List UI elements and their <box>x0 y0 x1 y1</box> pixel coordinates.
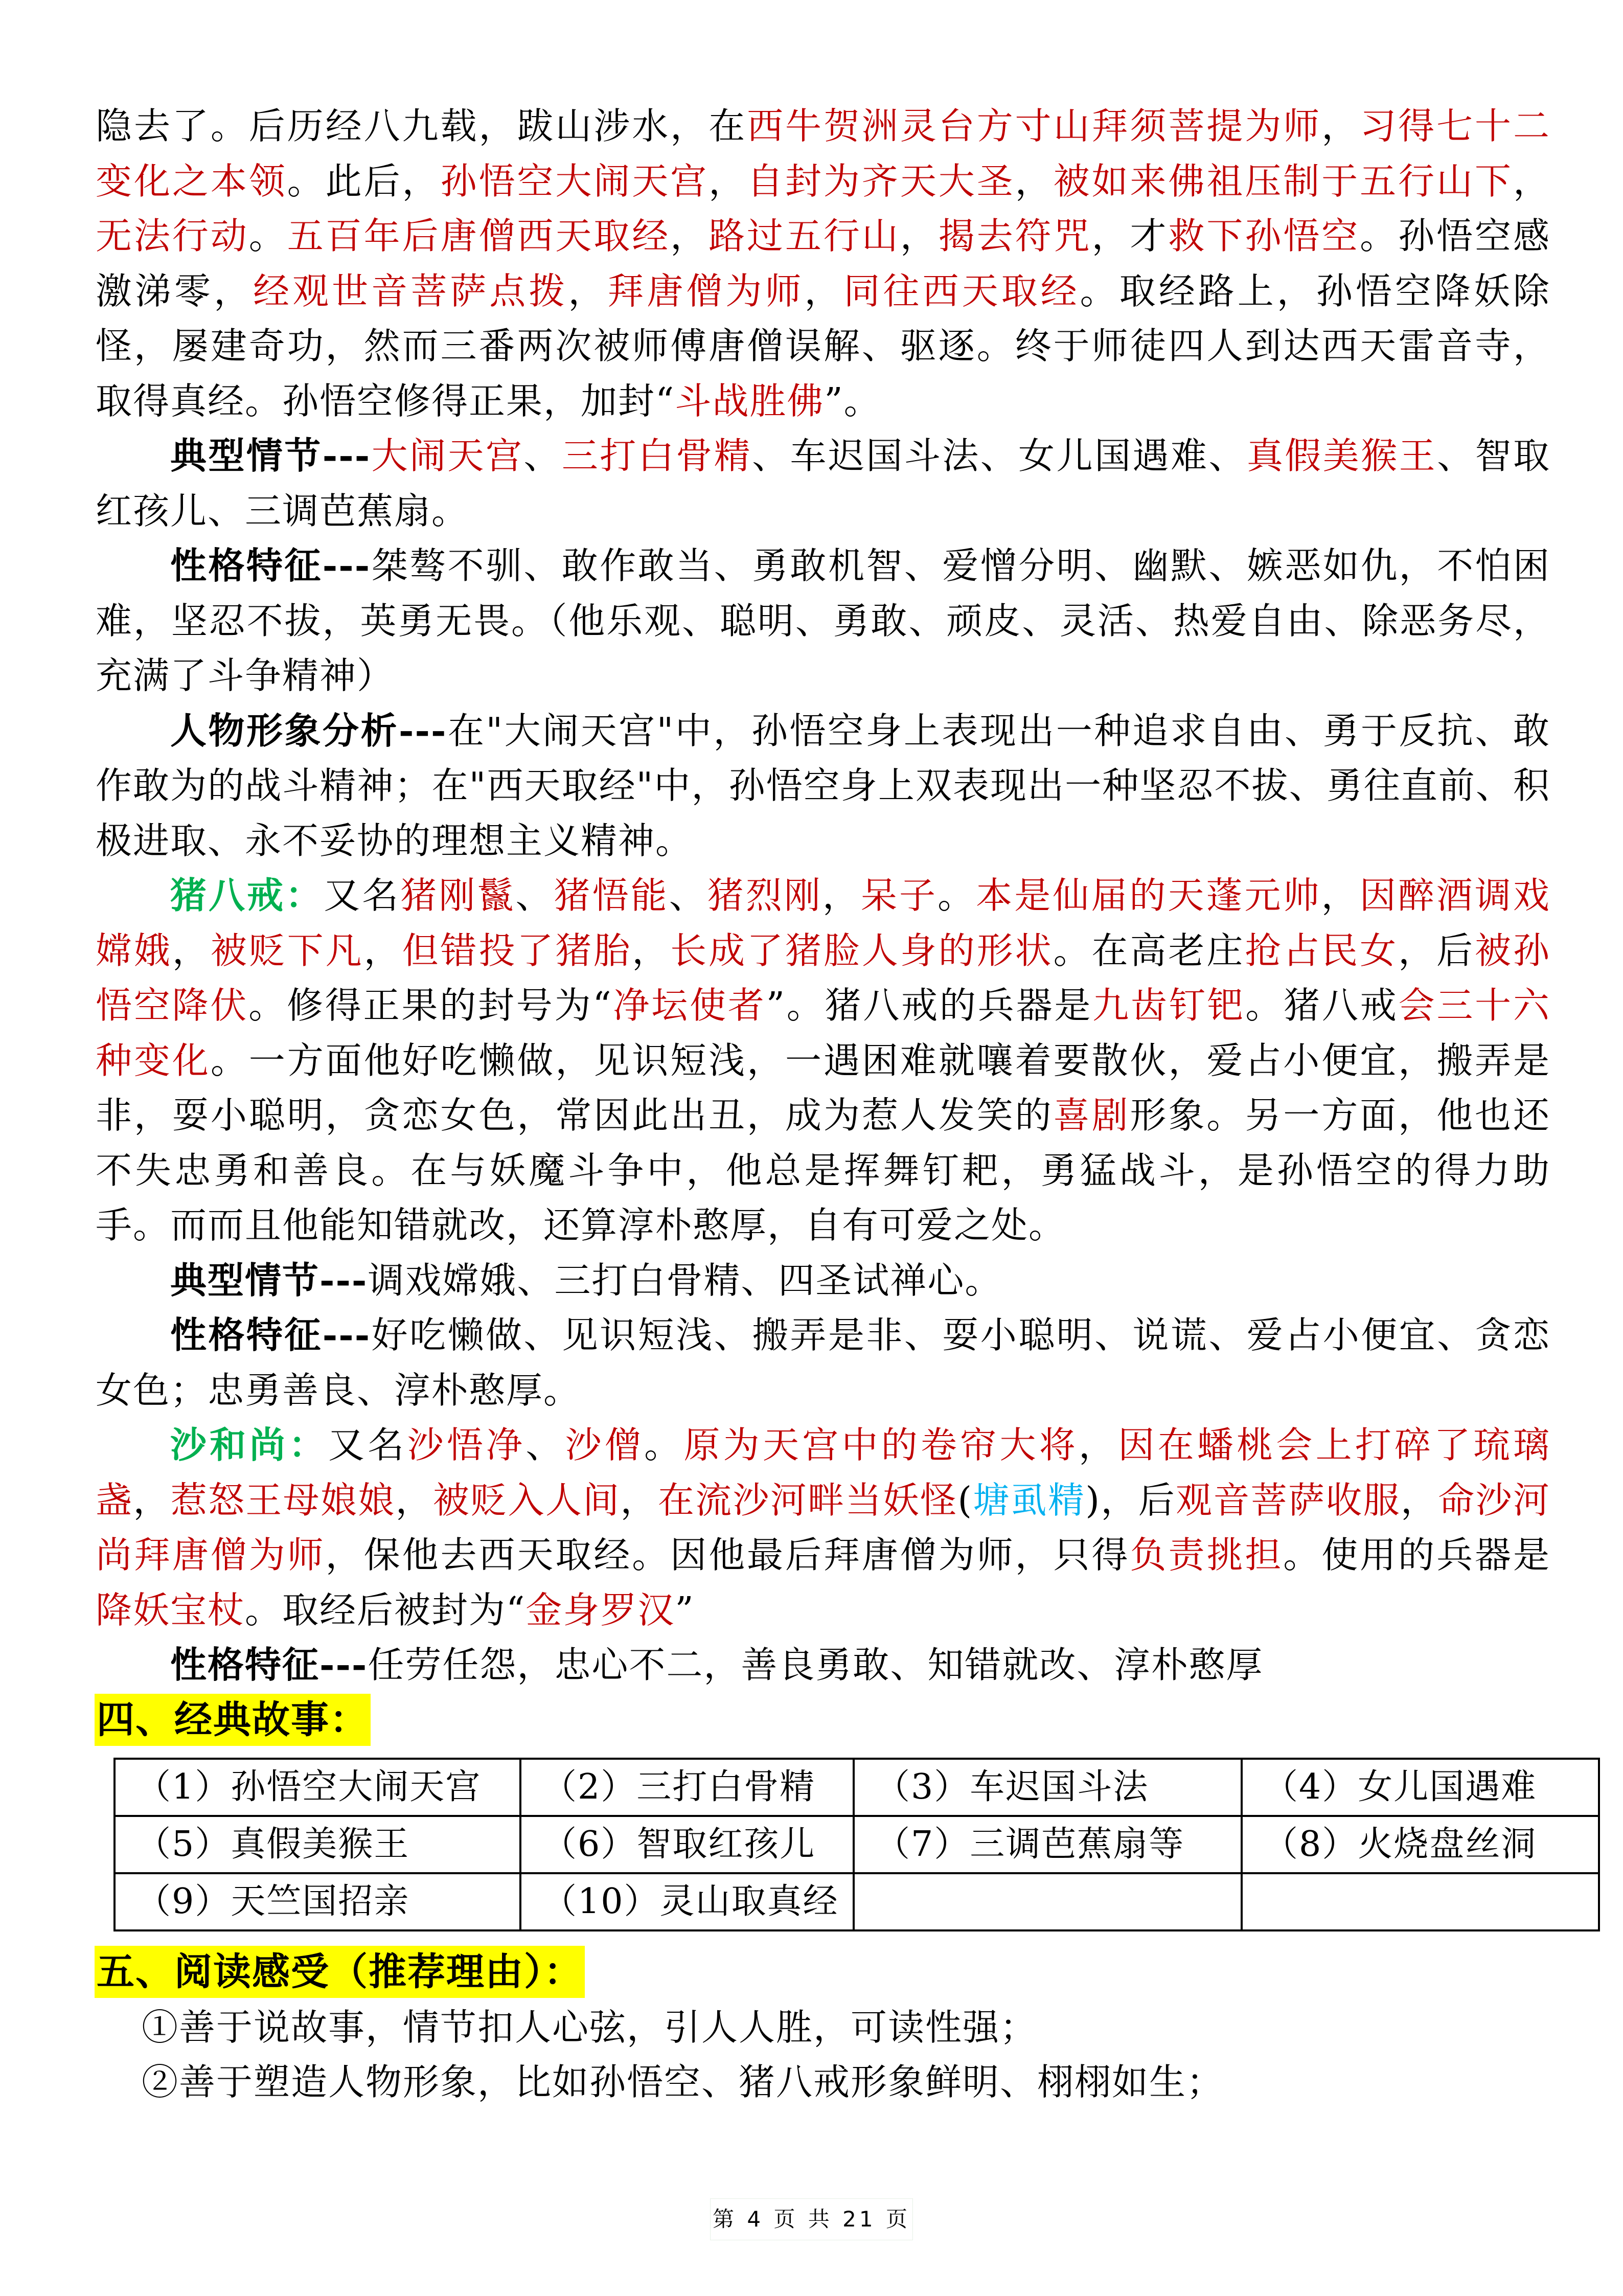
plots-label: 典型情节--- <box>170 1258 368 1302</box>
text-run: ， <box>620 1479 658 1521</box>
traits-text: 桀骜不驯、敢作敢当、勇敢机智、爱憎分明、幽默、嫉恶如仇，不怕困难，坚忍不拔，英勇无畏。（他乐观、聪明、勇敢、顽皮、灵活、热爱自由、除恶务尽，充满了斗争精神） <box>96 544 1550 697</box>
character-name-sha-heshang: 沙和尚： <box>170 1423 329 1466</box>
text-run: 。 <box>938 874 976 917</box>
key-point-highlight: 猪烈刚 <box>707 874 822 917</box>
section-4-heading-row <box>96 1693 1550 1748</box>
text-run: ， <box>708 160 747 202</box>
story-cell: （4）女儿国遇难 <box>1242 1759 1599 1816</box>
text-run: 。 <box>644 1424 684 1466</box>
story-cell: （1）孙悟空大闹天宫 <box>115 1759 520 1816</box>
sun-wukong-bio <box>96 99 1550 428</box>
traits-label: 性格特征--- <box>170 1643 368 1686</box>
key-point-highlight: 但错投了猪胎 <box>402 929 632 972</box>
key-point-highlight: 被如来佛祖压制于五行山下 <box>1053 160 1513 202</box>
text-run: 、 <box>523 435 562 477</box>
key-point-highlight: 同往西天取经 <box>843 269 1080 312</box>
key-point-highlight: 五百年后唐僧西天取经 <box>287 215 671 257</box>
story-cell: （3）车迟国斗法 <box>854 1759 1242 1816</box>
document-page <box>96 99 1550 2110</box>
text-run: 。取经路上，孙悟空降妖除怪，屡建奇功，然而三番两次被师傅唐僧误解、驱逐。终于师徒四人到达西天雷音寺，取得真经。孙悟空修得正果，加封“ <box>96 269 1550 422</box>
story-cell: （6）智取红孩儿 <box>520 1816 854 1873</box>
text-run: 。使用的兵器是 <box>1283 1534 1550 1576</box>
text-run: 。猪八戒 <box>1245 984 1399 1027</box>
key-point-highlight: 真假美猴王 <box>1246 435 1437 477</box>
key-point-highlight: 被孙悟空降伏 <box>96 929 1550 1027</box>
zhu-bajie-plots <box>96 1253 1550 1308</box>
text-run: ， <box>900 215 939 257</box>
zhu-bajie-traits <box>96 1308 1550 1418</box>
text-run: ， <box>632 929 671 972</box>
section-5-heading-row <box>96 1945 1550 2000</box>
key-point-highlight: 西牛贺洲灵台方寸山拜须菩提为师 <box>747 105 1322 147</box>
classic-stories-table <box>113 1758 1600 1931</box>
story-cell: （10）灵山取真经 <box>520 1873 854 1930</box>
text-run: 又名 <box>324 874 401 917</box>
text-run: ， <box>804 269 844 312</box>
text-run: 、智取红孩儿、三调芭蕉扇。 <box>96 435 1550 532</box>
text-run: 、车迟国斗法、女儿国遇难、 <box>752 435 1247 477</box>
text-run: ” <box>675 1588 695 1631</box>
key-point-highlight: 观音菩萨收服 <box>1176 1479 1401 1521</box>
key-point-highlight: 猪刚鬣 <box>400 874 516 917</box>
text-run: ， <box>568 269 608 312</box>
key-point-highlight: 本是仙届的天蓬元帅 <box>976 874 1321 917</box>
sha-heshang-bio <box>96 1418 1550 1638</box>
table-row <box>115 1759 1599 1816</box>
text-run: ， <box>1079 1424 1118 1466</box>
text-run: ， <box>1015 160 1054 202</box>
key-point-highlight: 猪悟能 <box>554 874 669 917</box>
text-run: ”。 <box>824 379 881 422</box>
text-run: 隐去了。后历经八九载，跋山涉水，在 <box>96 105 747 147</box>
text-run: )，后 <box>1085 1479 1176 1521</box>
traits-text: 好吃懒做、见识短浅、搬弄是非、耍小聪明、说谎、爱占小便宜、贪恋女色；忠勇善良、淳朴憨厚。 <box>96 1314 1550 1412</box>
text-run: ， <box>363 929 402 972</box>
traits-label: 性格特征--- <box>170 1313 371 1356</box>
sun-wukong-analysis <box>96 703 1550 869</box>
key-point-highlight: 负责挑担 <box>1130 1534 1284 1576</box>
story-cell: （5）真假美猴王 <box>115 1816 520 1873</box>
sun-wukong-traits <box>96 538 1550 703</box>
key-point-highlight: 救下孙悟空 <box>1168 215 1360 257</box>
key-point-highlight: 降妖宝杖 <box>96 1588 245 1631</box>
key-point-highlight: 路过五行山 <box>708 215 900 257</box>
section-4-heading: 四、经典故事： <box>95 1694 371 1746</box>
text-run: 。取经后被封为“ <box>245 1588 526 1631</box>
text-run: 、 <box>525 1424 565 1466</box>
text-run: 。在高老庄 <box>1053 929 1245 972</box>
text-run: 又名 <box>328 1424 407 1466</box>
key-point-highlight: 斗战胜佛 <box>675 379 825 422</box>
key-point-highlight: 三打白骨精 <box>561 435 752 477</box>
character-name-zhu-bajie: 猪八戒： <box>170 874 324 917</box>
story-cell: （7）三调芭蕉扇等 <box>854 1816 1242 1873</box>
analysis-label: 人物形象分析--- <box>170 709 447 752</box>
key-point-highlight: 沙僧 <box>565 1424 645 1466</box>
text-run: 。孙悟空感激涕零， <box>96 215 1550 312</box>
sun-wukong-plots <box>96 428 1550 538</box>
text-run: 、 <box>669 874 707 917</box>
key-point-highlight: 惹怒王母娘娘 <box>170 1479 396 1521</box>
story-cell: （8）火烧盘丝洞 <box>1242 1816 1599 1873</box>
key-point-highlight: 会三十六种变化 <box>96 984 1550 1082</box>
text-run: ，才 <box>1091 215 1169 257</box>
key-point-highlight: 大闹天宫 <box>371 435 524 477</box>
key-point-highlight: 因在蟠桃会上打碎了琉璃盏 <box>96 1424 1550 1521</box>
key-point-highlight: 被贬下凡 <box>210 929 364 972</box>
section-5-heading: 五、阅读感受（推荐理由）： <box>95 1946 585 1998</box>
table-row <box>115 1873 1599 1930</box>
key-point-highlight: 经观世音菩萨点拨 <box>253 269 568 312</box>
key-point-highlight: 在流沙河畔当妖怪 <box>657 1479 958 1521</box>
text-run: 、 <box>515 874 554 917</box>
text-run: ， <box>133 1479 171 1521</box>
text-run: 形象。另一方面，他也还不失忠勇和善良。在与妖魔斗争中，他总是挥舞钉耙，勇猛战斗，是孙悟空的得力助手。而而且他能知错就改，还算淳朴憨厚，自有可爱之处。 <box>96 1094 1550 1246</box>
text-run: ， <box>1400 1479 1438 1521</box>
text-run: 。修得正果的封号为“ <box>248 984 612 1027</box>
text-run: ，后 <box>1398 929 1475 972</box>
plots-label: 典型情节--- <box>170 434 371 477</box>
reason-1: ①善于说故事，情节扣人心弦，引人人胜，可读性强； <box>142 2006 1038 2049</box>
text-run: ，保他去西天取经。因他最后拜唐僧为师，只得 <box>325 1534 1130 1576</box>
text-run: ( <box>957 1479 973 1521</box>
text-run: ， <box>1321 874 1360 917</box>
text-run: ， <box>670 215 709 257</box>
page-indicator: 第 4 页 共 21 页 <box>710 2198 913 2240</box>
key-point-highlight: 长成了猪脸人身的形状 <box>670 929 1054 972</box>
reason-2: ②善于塑造人物形象，比如孙悟空、猪八戒形象鲜明、栩栩如生； <box>142 2061 1224 2103</box>
page-footer <box>0 2198 1623 2240</box>
key-point-highlight: 无法行动 <box>96 215 249 257</box>
key-point-highlight: 九齿钉钯 <box>1092 984 1246 1027</box>
key-point-highlight: 原为天宫中的卷帘大将 <box>683 1424 1079 1466</box>
key-point-highlight: 因醉酒调戏嫦娥 <box>96 874 1550 972</box>
key-point-highlight: 习得七十二变化之本领 <box>96 105 1550 202</box>
text-run: 。此后， <box>287 160 441 202</box>
text-run: ， <box>172 929 211 972</box>
key-point-highlight: 净坛使者 <box>612 984 766 1027</box>
key-point-highlight: 孙悟空大闹天宫 <box>440 160 709 202</box>
plots-text: 调戏嫦娥、三打白骨精、四圣试禅心。 <box>368 1259 1002 1302</box>
story-cell <box>1242 1873 1599 1930</box>
story-cell: （9）天竺国招亲 <box>115 1873 520 1930</box>
key-point-highlight: 呆子 <box>860 874 938 917</box>
text-run: ， <box>1513 160 1550 202</box>
table-row <box>115 1816 1599 1873</box>
text-run: 。 <box>248 215 287 257</box>
traits-label: 性格特征--- <box>170 544 371 587</box>
story-cell <box>854 1873 1242 1930</box>
text-run: ， <box>1321 105 1360 147</box>
story-cell: （2）三打白骨精 <box>520 1759 854 1816</box>
key-point-highlight: 抢占民女 <box>1245 929 1399 972</box>
key-point-highlight: 金身罗汉 <box>525 1588 675 1631</box>
key-point-highlight: 沙悟净 <box>407 1424 526 1466</box>
text-run: ”。猪八戒的兵器是 <box>766 984 1093 1027</box>
analysis-text: 在"大闹天宫"中，孙悟空身上表现出一种追求自由、勇于反抗、敢作敢为的战斗精神；在"西天取经"中，孙悟空身上双表现出一种坚忍不拔、勇往直前、积极进取、永不妥协的理想主义精神。 <box>96 709 1550 862</box>
key-point-highlight: 自封为齐天大圣 <box>747 160 1015 202</box>
text-run: ， <box>822 874 861 917</box>
key-point-highlight: 拜唐僧为师 <box>607 269 805 312</box>
key-point-highlight: 揭去符咒 <box>938 215 1092 257</box>
key-point-highlight: 命沙河尚拜唐僧为师 <box>96 1479 1550 1576</box>
key-point-highlight: 被贬入人间 <box>432 1479 621 1521</box>
traits-text: 任劳任怨，忠心不二，善良勇敢、知错就改、淳朴憨厚 <box>368 1644 1264 1686</box>
zhu-bajie-bio <box>96 868 1550 1253</box>
sha-heshang-traits <box>96 1638 1550 1693</box>
note-highlight: 塘虱精 <box>973 1479 1086 1521</box>
bio-text <box>96 874 1550 1246</box>
text-run: 。一方面他好吃懒做，见识短浅，一遇困难就嚷着要散伙，爱占小便宜，搬弄是非，耍小聪明，贪恋女色，常因此出丑，成为惹人发笑的 <box>96 1039 1550 1136</box>
key-point-highlight: 喜剧 <box>1053 1094 1130 1136</box>
text-run: ， <box>395 1479 433 1521</box>
